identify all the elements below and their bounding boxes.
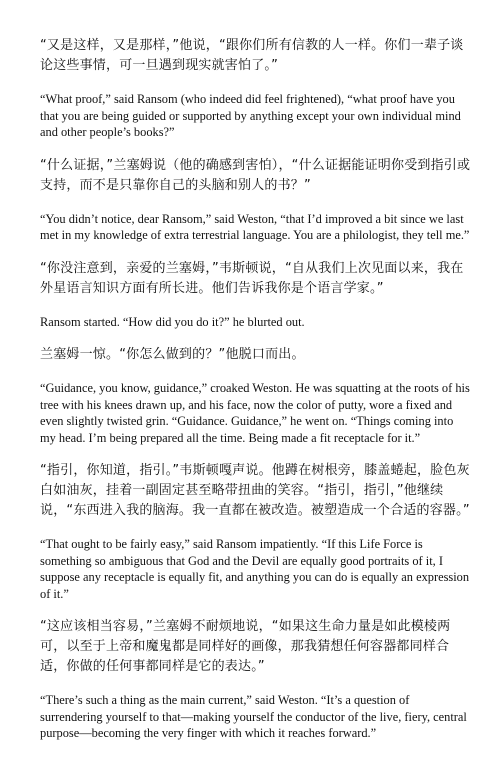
paragraph-zh: “又是这样，又是那样，”他说，“跟你们所有信教的人一样。你们一辈子谈论这些事情，可一旦遇到现实就害怕了。” [40,38,464,73]
paragraph-en: “Guidance, you know, guidance,” croaked Weston. He was squatting at the roots of his tree with his knees drawn up, and his face, now the color of putty, wore a fixed and even slightly twisted grin. “Guidance. Guidance,” he went on. “Things coming into my head. I’m being prepared all the time. Being made a fit receptacle for it.” [40,381,470,445]
paragraph-zh: “你没注意到，亲爱的兰塞姆，”韦斯顿说，“自从我们上次见面以来，我在外星语言知识方面有所长进。他们告诉我你是个语言学家。” [40,260,464,296]
paragraph-en: “You didn’t notice, dear Ransom,” said Weston, “that I’d improved a bit since we last met in my knowledge of extra terrestrial language. You are a philologist, they tell me.” [40,211,470,242]
document-page [40,36,472,757]
paragraph-en: “That ought to be fairly easy,” said Ransom impatiently. “If this Life Force is something so ambiguous that God and the Devil are equally good portraits of it, I suppose any receptacle is equally fit, and anything you can do is equally an expression of it.” [40,537,470,601]
paragraph-en: Ransom started. “How did you do it?” he blurted out. [40,314,305,329]
paragraph-zh: 兰塞姆一惊。“你怎么做到的？”他脱口而出。 [40,347,305,362]
paragraph-en: “What proof,” said Ransom (who indeed did feel frightened), “what proof have you that you are being guided or supported by anything except your own individual mind and other people’s books?” [40,92,461,139]
paragraph-zh: “什么证据，”兰塞姆说（他的确感到害怕），“什么证据能证明你受到指引或支持，而不是只靠你自己的头脑和别人的书？” [40,157,471,193]
paragraph-en: “There’s such a thing as the main current,” said Weston. “It’s a question of surrendering yourself to that—making yourself the conductor of the live, fiery, central purpose—becoming the very finger with which it reaches forward.” [40,693,467,740]
paragraph-zh: “指引，你知道，指引。”韦斯顿嘎声说。他蹲在树根旁，膝盖蜷起，脸色灰白如油灰，挂着一副固定甚至略带扭曲的笑容。“指引，指引，”他继续说，“东西进入我的脑海。我一直都在被改造。被塑造成一个合适的容器。” [40,463,470,518]
paragraph-zh: “这应该相当容易，”兰塞姆不耐烦地说，“如果这生命力量是如此模棱两可，以至于上帝和魔鬼都是同样好的画像，那我猜想任何容器都同样合适，你做的任何事都同样是它的表达。” [40,619,451,674]
